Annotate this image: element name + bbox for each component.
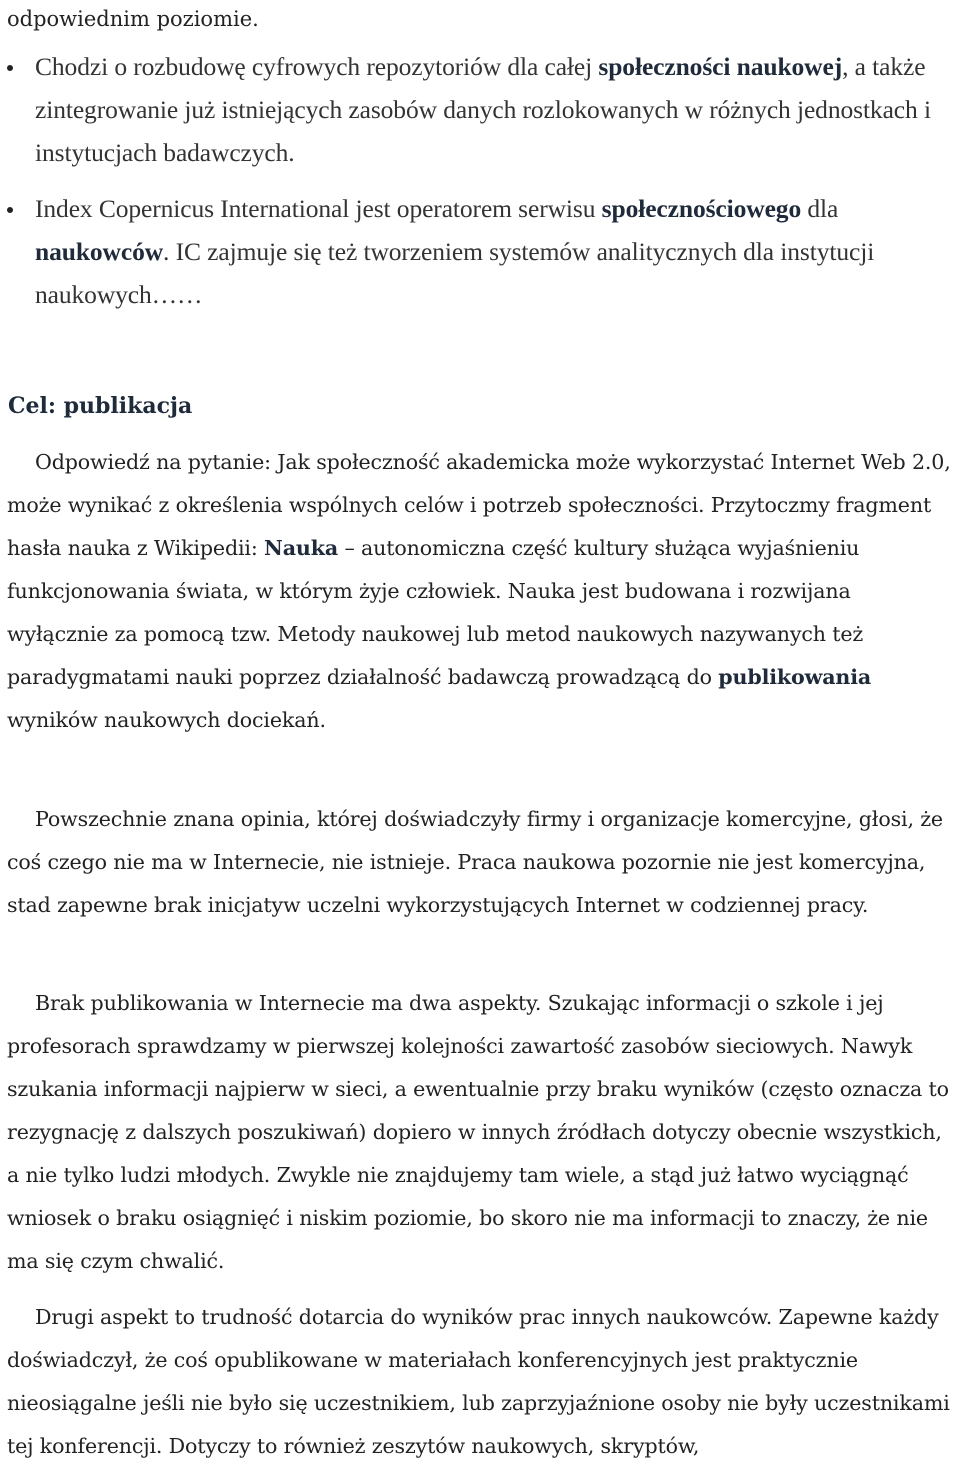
bullet-text: , a także zintegrowanie już istniejących zasobów danych rozlokowanych w różnych jednostkach i instytucjach badawczych. — [35, 52, 931, 167]
paragraph-brak — [7, 982, 957, 1283]
bullet-item-repositories — [0, 45, 960, 174]
bullet-dot-icon — [7, 207, 13, 213]
bullet-text: . IC zajmuje się też tworzeniem systemów analitycznych dla instytucji naukowych…… — [35, 237, 875, 309]
paragraph-text: Brak publikowania w Internecie ma dwa aspekty. Szukając informacji o szkole i jej profesorach sprawdzamy w pierwszej kolejności zawartość zasobów sieciowych. Nawyk szukania informacji najpierw w sieci, a ewentualnie przy braku wyników (często oznacza to rezygnację z dalszych poszukiwań) dopiero w innych źródłach dotyczy obecnie wszystkich, a nie tylko ludzi młodych. Zwykle nie znajdujemy tam wiele, a stąd już łatwo wyciągnąć wniosek o braku osiągnięć i niskim poziomie, bo skoro nie ma informacji to znaczy, że nie ma się czym chwalić. — [7, 991, 949, 1273]
paragraph-powszechnie — [7, 798, 957, 927]
paragraph-text: wyników naukowych dociekań. — [7, 708, 326, 732]
paragraph-text: Odpowiedź na pytanie: Jak społeczność akademicka może wykorzystać Internet Web 2.0, może wynikać z określenia wspólnych celów i potrzeb społeczności. Przytoczmy fragment hasła nauka z Wikipedii: — [7, 450, 951, 560]
paragraph-text: Drugi aspekt to trudność dotarcia do wyników prac innych naukowców. Zapewne każdy doświadczył, że coś opublikowane w materiałach konferencyjnych jest praktycznie nieosiągalne jeśli nie było się uczestnikiem, lub zaprzyjaźnione osoby nie były uczestnikami tej konferencji. Dotyczy to również zeszytów naukowych, skryptów, — [7, 1305, 950, 1458]
top-fragment: odpowiednim poziomie. — [7, 7, 259, 31]
paragraph-drugi — [7, 1296, 957, 1468]
bullet-text: Index Copernicus International jest operatorem serwisu — [35, 194, 602, 223]
bullet-text: dla — [801, 194, 839, 223]
bullet-dot-icon — [7, 65, 13, 71]
paragraph-text: Powszechnie znana opinia, której doświadczyły firmy i organizacje komercyjne, głosi, że coś czego nie ma w Internecie, nie istnieje. Praca naukowa pozornie nie jest komercyjna, stad zapewne brak inicjatyw uczelni wykorzystujących Internet w codziennej pracy. — [7, 807, 943, 917]
bullet-text: Chodzi o rozbudowę cyfrowych repozytoriów dla całej — [35, 52, 599, 81]
paragraph-text: – autonomiczna część kultury służąca wyjaśnieniu funkcjonowania świata, w którym żyje człowiek. Nauka jest budowana i rozwijana wyłącznie za pomocą tzw. Metody naukowej lub metod naukowych nazywanych też paradygmatami nauki poprzez działalność badawczą prowadzącą do — [7, 536, 864, 689]
bullet-item-index-copernicus — [0, 187, 960, 316]
bold-term: społecznościowego — [601, 194, 802, 223]
bold-term: naukowców — [35, 237, 164, 266]
bold-term: publikowania — [718, 665, 872, 689]
bold-term: Nauka — [264, 536, 339, 560]
paragraph-cel — [7, 441, 957, 742]
section-heading: Cel: publikacja — [8, 393, 193, 419]
bold-term: społeczności naukowej — [598, 52, 843, 81]
bullet-list — [0, 45, 960, 329]
